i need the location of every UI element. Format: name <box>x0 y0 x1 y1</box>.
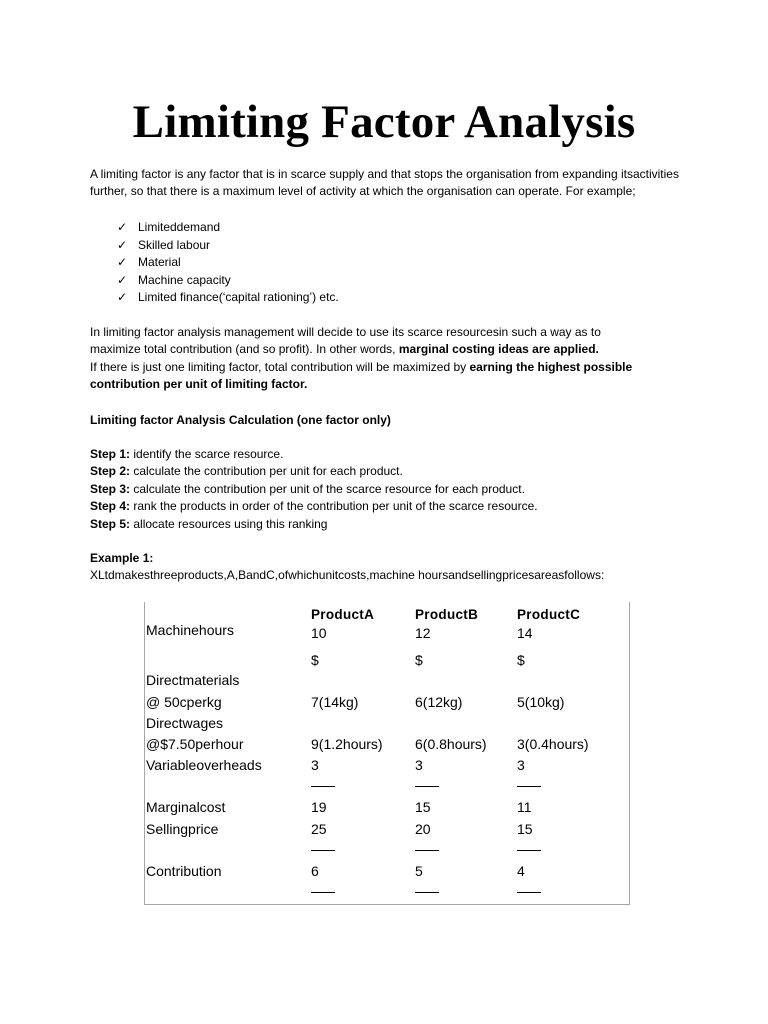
step-item: Step 3: calculate the contribution per unit of the scarce resource for each product. <box>90 481 525 496</box>
total-rule <box>415 892 439 893</box>
row-label-selling-price: Sellingprice <box>146 821 219 837</box>
table-cell: 25 <box>311 821 327 837</box>
table-cell: 11 <box>517 799 532 815</box>
example-text: XLtdmakesthreeproducts,A,BandC,ofwhichunitcosts,machine hoursandsellingpricesareasfollows: <box>90 568 605 583</box>
calculation-heading: Limiting factor Analysis Calculation (one factor only) <box>90 413 391 427</box>
table-header-product-a: ProductA <box>311 607 375 622</box>
total-rule <box>311 786 335 787</box>
table-cell: 12 <box>415 625 431 641</box>
row-label-variable-overheads: Variableoverheads <box>146 757 262 773</box>
table-cell: 6 <box>311 863 319 879</box>
table-header-product-c: ProductC <box>517 607 581 622</box>
table-cell: 5(10kg) <box>517 694 565 710</box>
total-rule <box>517 892 541 893</box>
step-item: Step 5: allocate resources using this ranking <box>90 516 328 531</box>
currency-symbol: $ <box>311 652 319 668</box>
step-item: Step 4: rank the products in order of the contribution per unit of the scarce resource. <box>90 499 538 514</box>
intro-paragraph: A limiting factor is any factor that is in scarce supply and that stops the organisation from expanding itsactivities further, so that there is a maximum level of activity at which the organisation can operate. For example; <box>90 167 679 199</box>
table-cell: 6(12kg) <box>415 694 463 710</box>
list-item: ✓ Material <box>117 254 339 272</box>
table-cell: 3 <box>415 757 423 773</box>
currency-symbol: $ <box>415 652 423 668</box>
table-cell: 3(0.4hours) <box>517 736 589 752</box>
table-cell: 4 <box>517 863 525 879</box>
table-cell: 15 <box>415 799 431 815</box>
total-rule <box>415 850 439 851</box>
list-item: ✓ Skilled labour <box>117 237 339 255</box>
checkmark-icon: ✓ <box>117 255 128 270</box>
list-item: ✓ Machine capacity <box>117 272 339 290</box>
step-item: Step 2: calculate the contribution per unit for each product. <box>90 464 403 479</box>
table-cell: 7(14kg) <box>311 694 359 710</box>
table-cell: 3 <box>517 757 525 773</box>
page-title: Limiting Factor Analysis <box>132 96 636 148</box>
limiting-factor-examples-list <box>117 219 339 307</box>
table-cell: 14 <box>517 625 533 641</box>
row-label-marginal-cost: Marginalcost <box>146 799 226 815</box>
total-rule <box>311 892 335 893</box>
example-block <box>90 550 690 585</box>
total-rule <box>415 786 439 787</box>
list-item: ✓ Limited finance(‘capital rationing’) etc. <box>117 289 339 307</box>
example-heading: Example 1: <box>90 551 154 565</box>
steps-list <box>90 446 690 533</box>
total-rule <box>517 850 541 851</box>
row-label-direct-wages: Directwages <box>146 715 224 731</box>
row-label-materials-rate: @ 50cperkg <box>146 694 222 710</box>
table-cell: 6(0.8hours) <box>415 736 487 752</box>
table-cell: 20 <box>415 821 431 837</box>
table-cell: 15 <box>517 821 533 837</box>
checkmark-icon: ✓ <box>117 272 128 287</box>
row-label-direct-materials: Directmaterials <box>146 672 240 688</box>
table-cell: 19 <box>311 799 327 815</box>
table-header-product-b: ProductB <box>415 607 479 622</box>
table-cell: 5 <box>415 863 423 879</box>
checkmark-icon: ✓ <box>117 220 128 234</box>
total-rule <box>517 786 541 787</box>
currency-symbol: $ <box>517 652 525 668</box>
table-cell: 10 <box>311 625 327 641</box>
row-label-wages-rate: @$7.50perhour <box>146 736 244 752</box>
table-cell: 9(1.2hours) <box>311 736 383 752</box>
step-item: Step 1: identify the scarce resource. <box>90 447 284 461</box>
list-item: ✓ Limiteddemand <box>117 219 339 237</box>
total-rule <box>311 850 335 851</box>
analysis-paragraph: In limiting factor analysis management will decide to use its scarce resourcesin such a way as to maximize total contribution (and so profit). In other words, marginal costing ideas are applied. If there is just one limiting factor, total contribution will be maximized by earning the highest possible contribution per unit of limiting factor. <box>90 325 633 392</box>
row-label-machine-hours: Machinehours <box>146 622 234 638</box>
checkmark-icon: ✓ <box>117 237 128 252</box>
table-cell: 3 <box>311 757 319 773</box>
cost-table <box>144 602 630 905</box>
checkmark-icon: ✓ <box>117 290 128 305</box>
row-label-contribution: Contribution <box>146 863 222 879</box>
